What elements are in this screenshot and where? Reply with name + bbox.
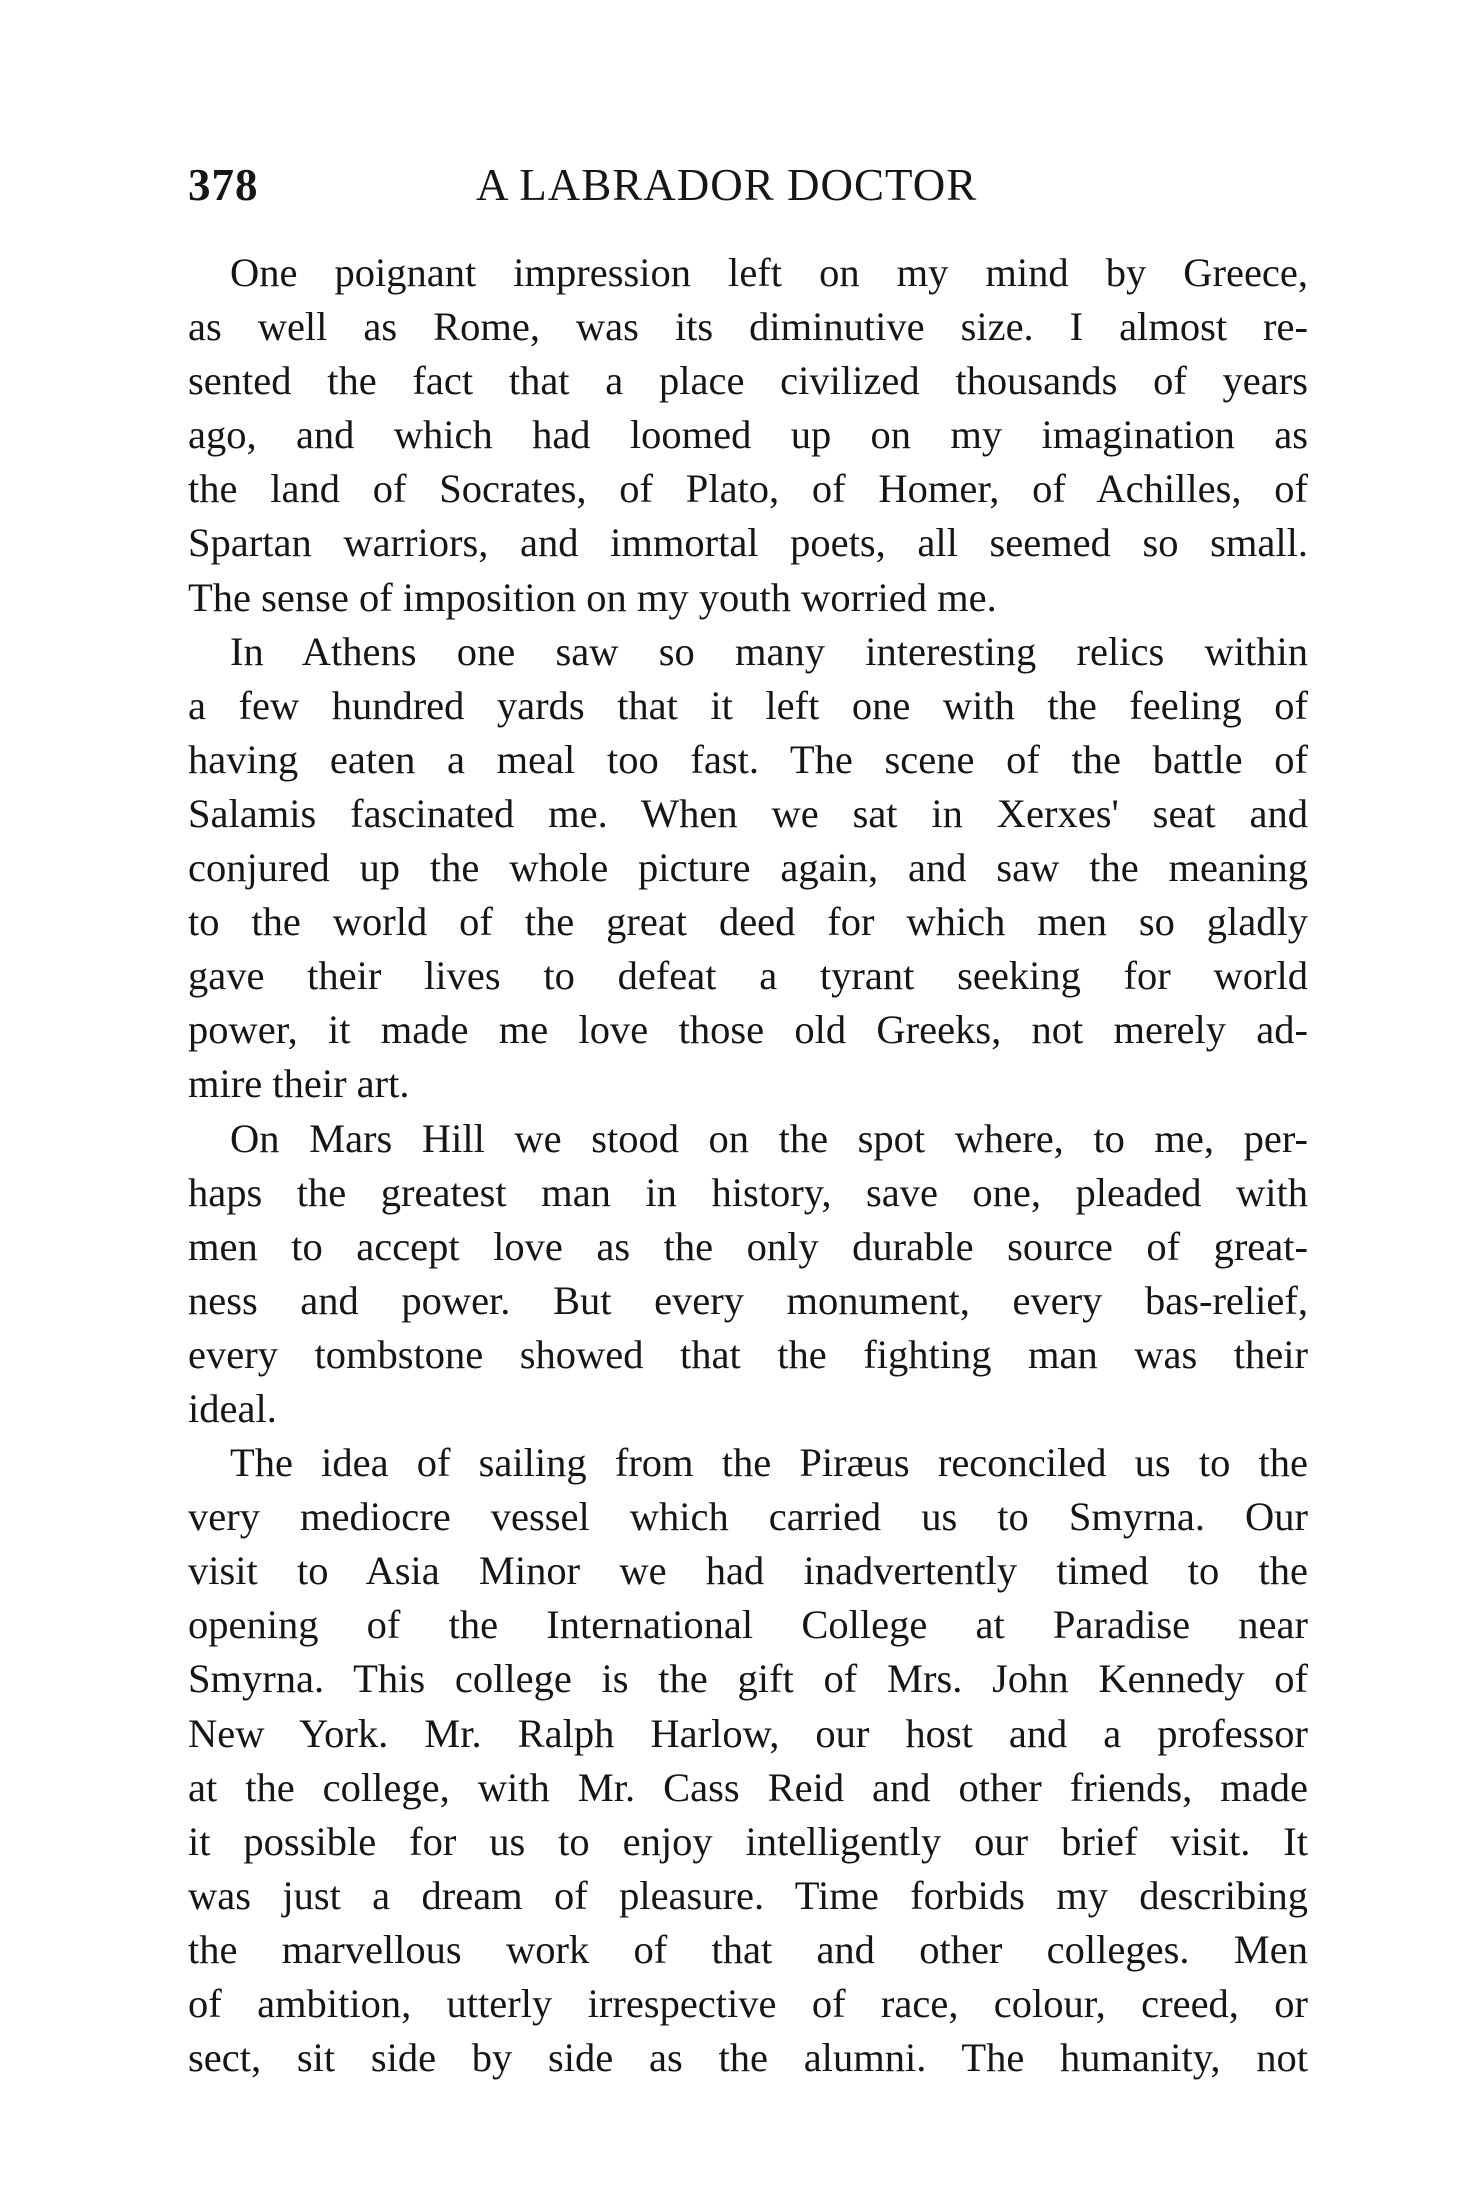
text-line: opening of the International College at Paradise near — [188, 1602, 1308, 1648]
text-line: having eaten a meal too fast. The scene of the battle of — [188, 736, 1308, 782]
body-text — [188, 246, 1308, 2085]
running-head — [188, 155, 1308, 215]
text-line: sect, sit side by side as the alumni. The humanity, not — [188, 2035, 1308, 2081]
text-line: ness and power. But every monument, every bas-relief, — [188, 1277, 1308, 1323]
text-line: men to accept love as the only durable source of great- — [188, 1223, 1308, 1269]
text-line: haps the greatest man in history, save one, pleaded with — [188, 1169, 1308, 1215]
text-line: Salamis fascinated me. When we sat in Xerxes' seat and — [188, 790, 1308, 836]
text-line: visit to Asia Minor we had inadvertently timed to the — [188, 1548, 1308, 1594]
running-title: A LABRADOR DOCTOR — [476, 160, 978, 210]
text-line: New York. Mr. Ralph Harlow, our host and a professor — [188, 1710, 1308, 1756]
text-line: the land of Socrates, of Plato, of Homer, of Achilles, of — [188, 466, 1308, 512]
text-line: very mediocre vessel which carried us to Smyrna. Our — [188, 1494, 1308, 1540]
text-line: sented the fact that a place civilized thousands of years — [188, 358, 1308, 404]
text-line: Smyrna. This college is the gift of Mrs. John Kennedy of — [188, 1656, 1308, 1702]
text-line: the marvellous work of that and other colleges. Men — [188, 1926, 1308, 1972]
paragraph — [188, 625, 1308, 1112]
text-line: it possible for us to enjoy intelligently our brief visit. It — [188, 1818, 1308, 1864]
paragraph — [188, 1112, 1308, 1437]
text-line: as well as Rome, was its diminutive size. I almost re- — [188, 304, 1308, 350]
text-line: One poignant impression left on my mind by Greece, — [230, 250, 1308, 295]
text-line: to the world of the great deed for which men so gladly — [188, 899, 1308, 945]
text-line: conjured up the whole picture again, and saw the meaning — [188, 845, 1308, 891]
text-line: The sense of imposition on my youth worried me. — [188, 574, 997, 620]
text-line: ideal. — [188, 1385, 277, 1431]
text-line: The idea of sailing from the Piræus reconciled us to the — [230, 1440, 1308, 1486]
text-line: On Mars Hill we stood on the spot where, to me, per- — [230, 1115, 1308, 1161]
text-line: was just a dream of pleasure. Time forbids my describing — [188, 1872, 1308, 1918]
text-line: power, it made me love those old Greeks, not merely ad- — [188, 1007, 1308, 1053]
text-line: of ambition, utterly irrespective of race, colour, creed, or — [188, 1981, 1308, 2026]
text-line: In Athens one saw so many interesting relics within — [230, 628, 1308, 674]
text-line: every tombstone showed that the fighting man was their — [188, 1331, 1308, 1377]
page-number: 378 — [188, 160, 259, 210]
text-line: at the college, with Mr. Cass Reid and other friends, made — [188, 1764, 1308, 1810]
paragraph — [188, 246, 1308, 625]
text-line: mire their art. — [188, 1061, 410, 1107]
text-line: Spartan warriors, and immortal poets, all seemed so small. — [188, 520, 1308, 566]
text-line: ago, and which had loomed up on my imagination as — [188, 412, 1308, 458]
text-line: a few hundred yards that it left one with the feeling of — [188, 682, 1308, 728]
text-line: gave their lives to defeat a tyrant seeking for world — [188, 953, 1308, 999]
paragraph — [188, 1436, 1308, 2085]
